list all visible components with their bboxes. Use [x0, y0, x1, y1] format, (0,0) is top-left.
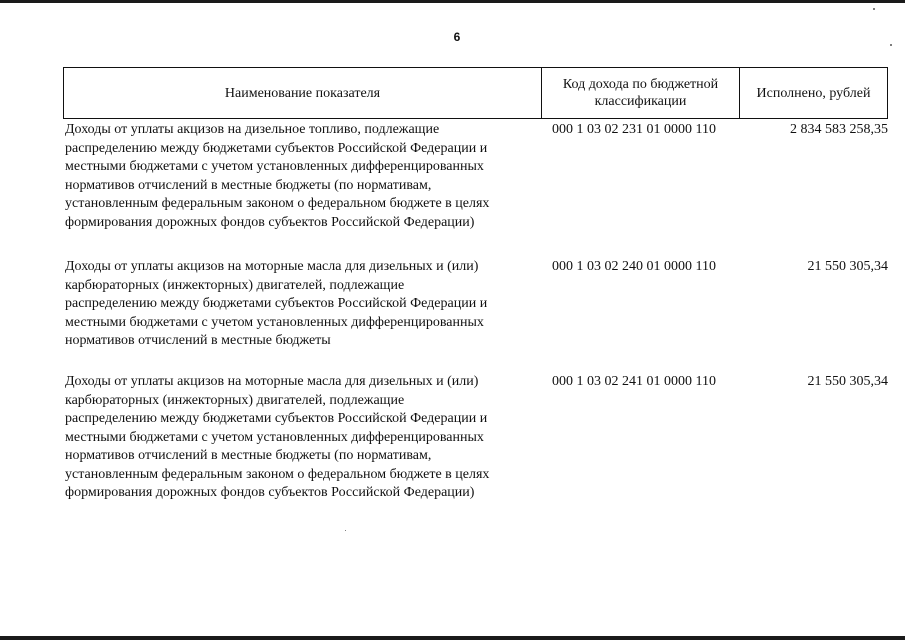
row-name-line: Доходы от уплаты акцизов на дизельное топливо, подлежащие [65, 122, 440, 137]
table-header [63, 67, 888, 119]
scan-edge-top [0, 0, 905, 3]
row-amount: 2 834 583 258,35 [790, 122, 888, 137]
row-name-line: формирования дорожных фондов субъектов Российской Федерации) [65, 485, 475, 500]
scan-speck [345, 530, 346, 531]
row-amount: 21 550 305,34 [807, 259, 888, 274]
row-name-line: местными бюджетами с учетом установленных дифференцированных [65, 159, 484, 174]
row-name-line: карбюраторных (инжекторных) двигателей, подлежащие [65, 392, 405, 408]
row-name-line: установленным федеральным законом о федеральном бюджете в целях [65, 196, 490, 211]
header-name: Наименование показателя [64, 68, 542, 118]
scan-edge-bottom [0, 636, 905, 640]
scan-speck [873, 8, 875, 10]
header-amount: Исполнено, рублей [756, 85, 871, 101]
row-name [65, 373, 543, 503]
scan-speck [890, 44, 892, 46]
row-name-line: Доходы от уплаты акцизов на моторные масла для дизельных и (или) [65, 259, 479, 274]
row-name-line: нормативов отчислений в местные бюджеты (по нормативам, [65, 448, 432, 463]
row-name-line: распределению между бюджетами субъектов Российской Федерации и [65, 411, 488, 426]
row-name-line: распределению между бюджетами субъектов Российской Федерации и [65, 140, 488, 156]
row-code: 000 1 03 02 240 01 0000 110 [552, 259, 716, 274]
row-code: 000 1 03 02 241 01 0000 110 [552, 374, 716, 389]
row-name-line: местными бюджетами с учетом установленных дифференцированных [65, 314, 484, 330]
row-name-line: Доходы от уплаты акцизов на моторные масла для дизельных и (или) [65, 374, 479, 389]
row-name [65, 258, 543, 351]
page-number: 6 [453, 30, 461, 44]
row-name-line: карбюраторных (инжекторных) двигателей, подлежащие [65, 277, 405, 293]
header-code: Код дохода по бюджетной классификации [542, 68, 740, 118]
row-name-line: нормативов отчислений в местные бюджеты (по нормативам, [65, 177, 432, 193]
row-name [65, 121, 543, 232]
row-name-line: формирования дорожных фондов субъектов Российской Федерации) [65, 214, 475, 230]
row-name-line: местными бюджетами с учетом установленных дифференцированных [65, 429, 484, 445]
row-code: 000 1 03 02 231 01 0000 110 [552, 122, 716, 137]
row-name-line: нормативов отчислений в местные бюджеты [65, 333, 331, 348]
row-name-line: установленным федеральным законом о федеральном бюджете в целях [65, 466, 490, 482]
row-amount: 21 550 305,34 [807, 374, 888, 389]
row-name-line: распределению между бюджетами субъектов Российской Федерации и [65, 296, 488, 311]
